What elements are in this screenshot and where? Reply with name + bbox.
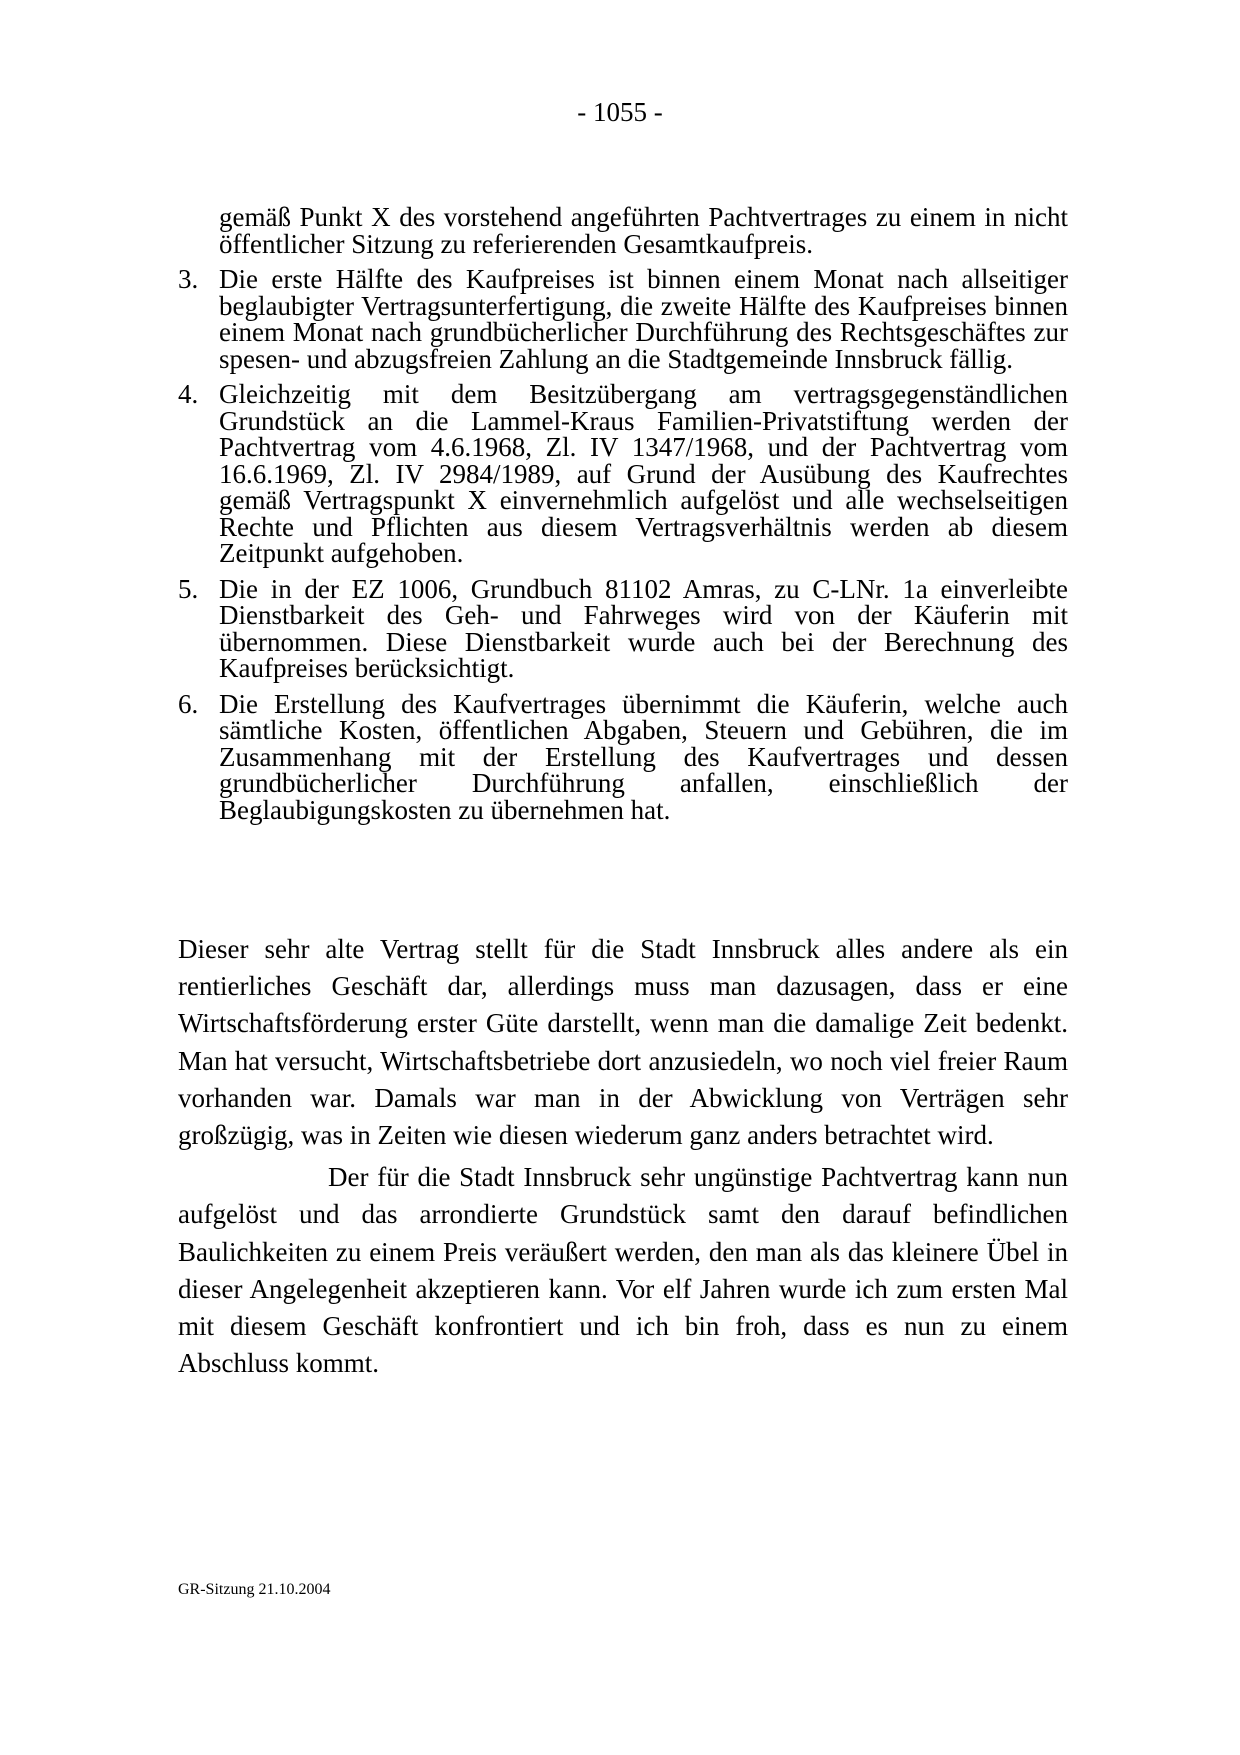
list-item: [178, 688, 1068, 825]
speech-text: [178, 931, 1068, 1382]
list-continuation-text: gemäß Punkt X des vorstehend angeführten Pachtvertrages zu einem in nicht öffentlicher Sitzung zu referierenden Gesamtkaufpreis.: [219, 202, 1068, 259]
list-item-text: Die in der EZ 1006, Grundbuch 81102 Amras, zu C-LNr. 1a einverleibte Dienstbarkeit des Geh- und Fahrweges wird von der Käuferin mit übernommen. Diese Dienstbarkeit wurde auch bei der Berechnung des Kaufpreises berücksichtigt.: [219, 573, 1068, 683]
resolution-list: [178, 204, 1068, 823]
list-item-number: 3.: [178, 264, 199, 294]
list-item-text: Die erste Hälfte des Kaufpreises ist binnen einem Monat nach allseitiger beglaubigter Vertragsunterfertigung, die zweite Hälfte des Kaufpreises binnen einem Monat nach grundbücherlicher Durchführung des Rechtsgeschäftes zur spesen- und abzugsfreien Zahlung an die Stadtgemeinde Innsbruck fällig.: [219, 264, 1068, 374]
page-number: - 1055 -: [577, 97, 663, 127]
body-paragraph: Dieser sehr alte Vertrag stellt für die Stadt Innsbruck alles andere als ein rentierliches Geschäft dar, allerdings muss man dazusagen, dass er eine Wirtschaftsförderung erster Güte darstellt, wenn man die damalige Zeit bedenkt. Man hat versucht, Wirtschaftsbetriebe dort anzusiedeln, wo noch viel freier Raum vorhanden war. Damals war man in der Abwicklung von Verträgen sehr großzügig, was in Zeiten wie diesen wiederum ganz anders betrachtet wird.: [178, 934, 1068, 1151]
list-item-number: 6.: [178, 688, 199, 719]
list-item-number: 4.: [178, 379, 199, 409]
list-item-text: Gleichzeitig mit dem Besitzübergang am vertragsgegenständlichen Grundstück an die Lammel-Kraus Familien-Privatstiftung werden der Pachtvertrag vom 4.6.1968, Zl. IV 1347/1968, und der Pachtvertrag vom 16.6.1969, Zl. IV 2984/1989, auf Grund der Ausübung des Kaufrechtes gemäß Vertragspunkt X einvernehmlich aufgelöst und alle wechselseitigen Rechte und Pflichten aus diesem Vertragsverhältnis werden ab diesem Zeitpunkt aufgehoben.: [219, 379, 1068, 568]
list-item: [178, 573, 1068, 683]
body-paragraph: Der für die Stadt Innsbruck sehr ungünstige Pachtvertrag kann nun aufgelöst und das arrondierte Grundstück samt den darauf befindlichen Baulichkeiten zu einem Preis veräußert werden, den man als das kleinere Übel in dieser Angelegenheit akzeptieren kann. Vor elf Jahren wurde ich zum ersten Mal mit diesem Geschäft konfrontiert und ich bin froh, dass es nun zu einem Abschluss kommt.: [178, 1162, 1068, 1379]
list-item-number: 5.: [178, 573, 199, 604]
list-item: [178, 381, 1068, 567]
footer-session-date: GR-Sitzung 21.10.2004: [178, 1581, 331, 1598]
list-item-text: Die Erstellung des Kaufvertrages übernimmt die Käuferin, welche auch sämtliche Kosten, öffentlichen Abgaben, Steuern und Gebühren, die im Zusammenhang mit der Erstellung des Kaufvertrages und dessen grundbücherlicher Durchführung anfallen, einschließlich der Beglaubigungskosten zu übernehmen hat.: [219, 688, 1068, 825]
list-item: [178, 266, 1068, 372]
